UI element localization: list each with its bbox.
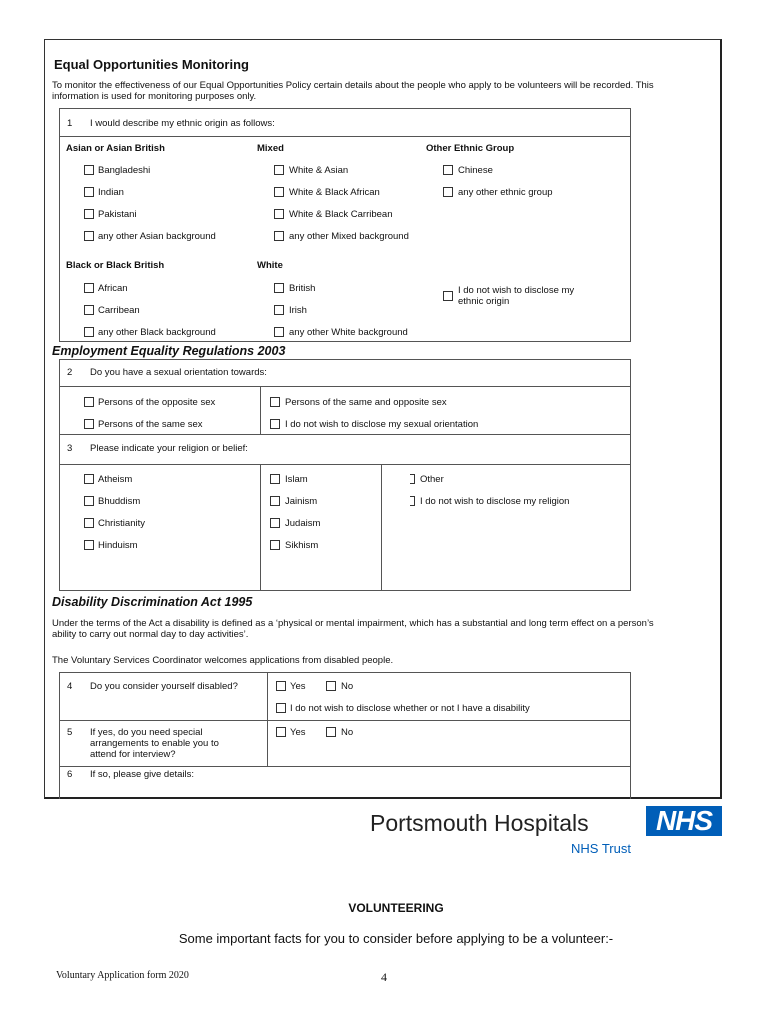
label-no-disclose-religion: I do not wish to disclose my religion	[420, 496, 570, 507]
q6-number: 6	[67, 769, 73, 780]
page-number: 4	[381, 970, 387, 984]
intro-line-2: information is used for monitoring purposes only.	[52, 91, 257, 102]
label-indian: Indian	[98, 187, 124, 198]
nhs-logo-icon: NHS	[646, 806, 722, 836]
volunteering-heading: VOLUNTEERING	[348, 901, 444, 915]
q4-col-divider	[267, 672, 268, 766]
label-christianity: Christianity	[98, 518, 145, 529]
label-judaism: Judaism	[285, 518, 321, 529]
label-other-white: any other White background	[289, 327, 408, 338]
q2-question: Do you have a sexual orientation towards:	[90, 367, 267, 378]
q3-col-divider-1	[260, 464, 261, 591]
label-sikhism: Sikhism	[285, 540, 319, 551]
checkbox-jainism[interactable]	[270, 496, 280, 506]
q2-q3-box	[59, 359, 631, 591]
label-pakistani: Pakistani	[98, 209, 137, 220]
checkbox-no-disclose-religion[interactable]	[410, 496, 415, 506]
label-same-sex: Persons of the same sex	[98, 419, 203, 430]
label-arrangements-no: No	[341, 727, 354, 738]
label-hinduism: Hinduism	[98, 540, 138, 551]
checkbox-white-asian[interactable]	[274, 165, 284, 175]
checkbox-opposite-sex[interactable]	[84, 397, 94, 407]
label-other-religion: Other	[420, 474, 444, 485]
checkbox-irish[interactable]	[274, 305, 284, 315]
checkbox-christianity[interactable]	[84, 518, 94, 528]
checkbox-indian[interactable]	[84, 187, 94, 197]
q2-col-divider	[260, 386, 261, 434]
black-heading: Black or Black British	[66, 260, 165, 271]
checkbox-no-disclose-orientation[interactable]	[270, 419, 280, 429]
label-irish: Irish	[289, 305, 307, 316]
label-carribean: Carribean	[98, 305, 140, 316]
logo-name: Portsmouth Hospitals	[370, 810, 589, 836]
white-heading: White	[257, 260, 283, 271]
label-arrangements-yes: Yes	[290, 727, 306, 738]
label-white-asian: White & Asian	[289, 165, 349, 176]
label-islam: Islam	[285, 474, 308, 485]
label-no-disclose-ethnic-1: I do not wish to disclose my	[458, 285, 575, 296]
q3-divider	[59, 464, 631, 465]
checkbox-no-disclose-ethnic[interactable]	[443, 291, 453, 301]
checkbox-white-black-carribean[interactable]	[274, 209, 284, 219]
checkbox-islam[interactable]	[270, 474, 280, 484]
label-no-disclose-disability: I do not wish to disclose whether or not I have a disability	[290, 703, 530, 714]
checkbox-other-religion[interactable]	[410, 474, 415, 484]
checkbox-bangladeshi[interactable]	[84, 165, 94, 175]
label-african: African	[98, 283, 128, 294]
q5-divider	[59, 766, 631, 767]
q4-question: Do you consider yourself disabled?	[90, 681, 238, 692]
checkbox-pakistani[interactable]	[84, 209, 94, 219]
q3-number: 3	[67, 443, 73, 454]
label-no-disclose-orientation: I do not wish to disclose my sexual orientation	[285, 419, 479, 430]
label-atheism: Atheism	[98, 474, 133, 485]
label-british: British	[289, 283, 316, 294]
q2-number: 2	[67, 367, 73, 378]
label-other-black: any other Black background	[98, 327, 216, 338]
asian-heading: Asian or Asian British	[66, 143, 165, 154]
checkbox-atheism[interactable]	[84, 474, 94, 484]
label-white-black-african: White & Black African	[289, 187, 380, 198]
checkbox-other-mixed[interactable]	[274, 231, 284, 241]
label-bangladeshi: Bangladeshi	[98, 165, 151, 176]
section-employment-equality: Employment Equality Regulations 2003	[52, 344, 286, 358]
section-disability-act: Disability Discrimination Act 1995	[52, 595, 253, 609]
checkbox-other-white[interactable]	[274, 327, 284, 337]
label-other-mixed: any other Mixed background	[289, 231, 409, 242]
mixed-heading: Mixed	[257, 143, 284, 154]
label-other-asian: any other Asian background	[98, 231, 216, 242]
volunteering-subheading: Some important facts for you to consider before applying to be a volunteer:-	[178, 931, 614, 946]
q3-top-divider	[59, 434, 631, 435]
page-title: Equal Opportunities Monitoring	[54, 57, 249, 72]
checkbox-white-black-african[interactable]	[274, 187, 284, 197]
q6-question: If so, please give details:	[90, 769, 195, 780]
q3-question: Please indicate your religion or belief:	[90, 443, 248, 454]
checkbox-no-disclose-disability[interactable]	[276, 703, 286, 713]
checkbox-disabled-yes[interactable]	[276, 681, 286, 691]
label-disabled-yes: Yes	[290, 681, 306, 692]
label-bhuddism: Bhuddism	[98, 496, 141, 507]
q5-number: 5	[67, 727, 73, 738]
checkbox-other-asian[interactable]	[84, 231, 94, 241]
checkbox-same-sex[interactable]	[84, 419, 94, 429]
checkbox-arrangements-no[interactable]	[326, 727, 336, 737]
footer-text: Voluntary Application form 2020	[56, 970, 189, 981]
coordinator-text: The Voluntary Services Coordinator welcomes applications from disabled people.	[52, 655, 394, 666]
other-heading: Other Ethnic Group	[426, 143, 515, 154]
q1-question: I would describe my ethnic origin as follows:	[90, 118, 275, 129]
logo-trust: NHS Trust	[571, 841, 631, 856]
label-other-ethnic: any other ethnic group	[458, 187, 553, 198]
checkbox-bhuddism[interactable]	[84, 496, 94, 506]
checkbox-hinduism[interactable]	[84, 540, 94, 550]
checkbox-disabled-no[interactable]	[326, 681, 336, 691]
label-no-disclose-ethnic-2: ethnic origin	[458, 296, 510, 307]
q5-question-1: If yes, do you need special	[90, 727, 203, 738]
label-disabled-no: No	[341, 681, 354, 692]
checkbox-other-black[interactable]	[84, 327, 94, 337]
q4-divider	[59, 720, 631, 721]
intro-line-1: To monitor the effectiveness of our Equal Opportunities Policy certain details about the people who apply to be volunteers will be recorded. This	[52, 80, 654, 91]
checkbox-chinese[interactable]	[443, 165, 453, 175]
q2-divider	[59, 386, 631, 387]
label-chinese: Chinese	[458, 165, 493, 176]
checkbox-arrangements-yes[interactable]	[276, 727, 286, 737]
checkbox-same-and-opposite-sex[interactable]	[270, 397, 280, 407]
checkbox-carribean[interactable]	[84, 305, 94, 315]
q1-number: 1	[67, 118, 73, 129]
checkbox-sikhism[interactable]	[270, 540, 280, 550]
label-jainism: Jainism	[285, 496, 318, 507]
checkbox-judaism[interactable]	[270, 518, 280, 528]
q4-number: 4	[67, 681, 73, 692]
disability-text-2: ability to carry out normal day to day activities’.	[52, 629, 249, 640]
label-same-and-opposite-sex: Persons of the same and opposite sex	[285, 397, 447, 408]
q1-divider	[59, 136, 631, 137]
q3-col-divider-2	[381, 464, 382, 591]
q5-question-2: arrangements to enable you to	[90, 738, 219, 749]
disability-text-1: Under the terms of the Act a disability is defined as a ‘physical or mental impairment, which has a substantial and long term effect on a person’s	[52, 618, 654, 629]
checkbox-other-ethnic[interactable]	[443, 187, 453, 197]
checkbox-african[interactable]	[84, 283, 94, 293]
checkbox-british[interactable]	[274, 283, 284, 293]
label-white-black-carribean: White & Black Carribean	[289, 209, 393, 220]
label-opposite-sex: Persons of the opposite sex	[98, 397, 216, 408]
q5-question-3: attend for interview?	[90, 749, 176, 760]
